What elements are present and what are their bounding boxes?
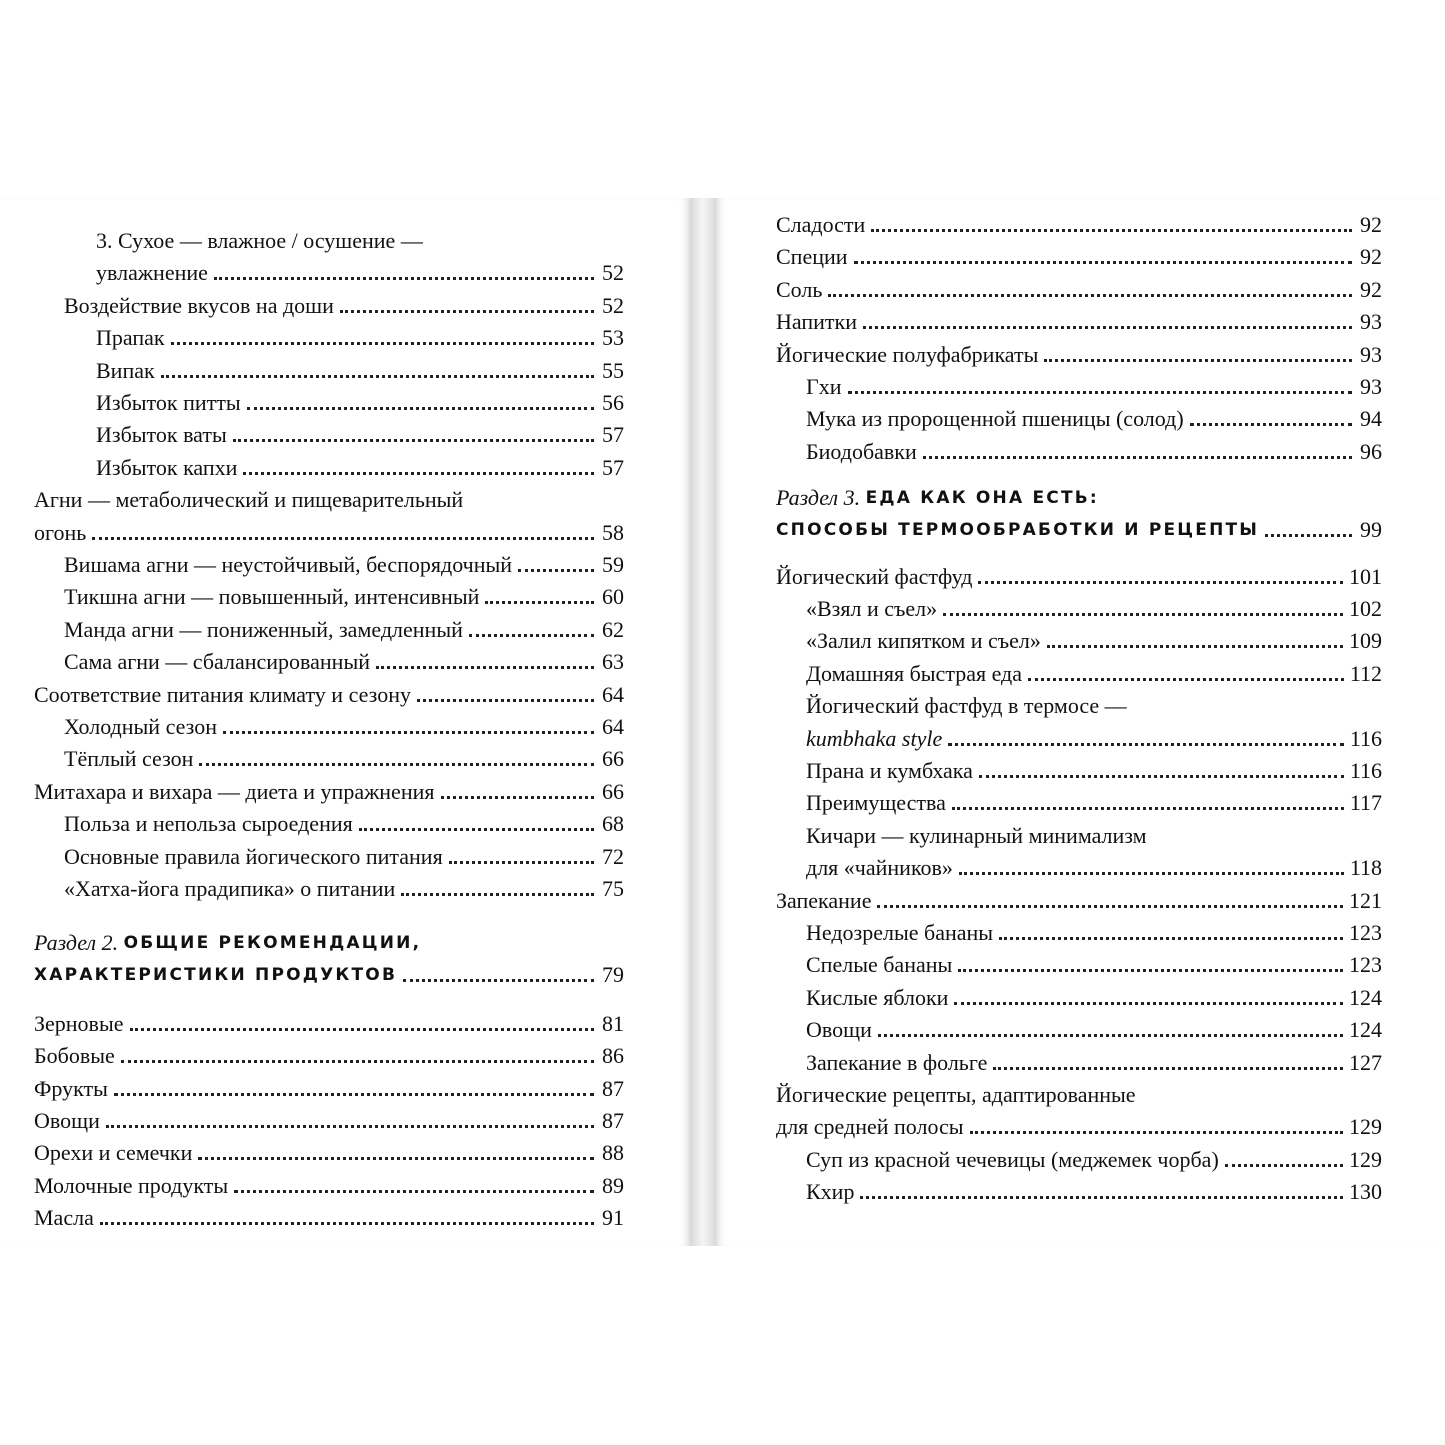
toc-entry-title: Соответствие питания климату и сезону [34,682,411,707]
toc-entry-title: Тёплый сезон [64,746,194,771]
dot-leader [247,407,594,410]
dot-leader [848,391,1353,394]
toc-page-number: 89 [602,1173,624,1198]
dot-leader [469,634,594,637]
toc-page-number: 96 [1360,439,1382,464]
toc-page-number: 92 [1360,244,1382,269]
dot-leader [863,326,1352,329]
toc-page-number: 68 [602,811,624,836]
toc-entry-title: Масла [34,1205,94,1230]
dot-leader [860,1196,1343,1199]
dot-leader [485,601,594,604]
toc-entry-title: 3. Сухое — влажное / осушение — [96,228,423,253]
toc-entry [34,1197,624,1231]
toc-entry-title: «Залил кипятком и съел» [806,628,1041,653]
toc-page-number: 93 [1360,309,1382,334]
toc-entry-title: Польза и непольза сыроедения [64,811,353,836]
dot-leader [1047,645,1343,648]
toc-entry-title: Випак [96,358,155,383]
toc-entry-title: Кичари — кулинарный минимализм [806,823,1147,848]
toc-entry [34,641,624,675]
toc-entry-title: Йогические полуфабрикаты [776,342,1039,367]
toc-entry-title: Холодный сезон [64,714,217,739]
toc-entry-title: Фрукты [34,1076,108,1101]
dot-leader [1225,1164,1343,1167]
toc-entry-title: Кхир [806,1179,855,1204]
toc-page-number: 64 [602,714,624,739]
toc-page-number: 127 [1349,1050,1382,1075]
toc-entry [34,414,624,448]
toc-entry-title: увлажнение [96,260,208,285]
toc-entry [34,609,624,643]
dot-leader [1265,534,1352,537]
toc-entry-title: Биодобавки [806,439,917,464]
toc-entry-title: Сама агни — сбалансированный [64,649,371,674]
toc-page-number: 124 [1349,1017,1382,1042]
toc-page-number: 57 [602,422,624,447]
toc-entry [34,220,624,254]
toc-entry [34,706,624,740]
toc-entry-title: для «чайников» [806,855,953,880]
toc-page-number: 121 [1349,888,1382,913]
toc-page-number: 60 [602,584,624,609]
section-title-line2: СПОСОБЫ ТЕРМООБРАБОТКИ И РЕЦЕПТЫ [776,520,1260,540]
dot-leader [954,1002,1343,1005]
toc-page-number: 123 [1349,920,1382,945]
toc-entry [34,1003,624,1037]
toc-entry-title: «Хатха-йога прадипика» о питании [64,876,396,901]
toc-entry [776,620,1382,654]
toc-entry-title: Тикшна агни — повышенный, интенсивный [64,584,480,609]
section-heading-line2 [776,509,1382,543]
toc-entry-title: Специи [776,244,848,269]
dot-leader [1044,359,1352,362]
toc-entry [776,782,1382,816]
toc-entry [776,301,1382,335]
toc-entry [776,880,1382,914]
left-page [0,198,690,1246]
dot-leader [340,310,594,313]
dot-leader [943,613,1343,616]
toc-page-number: 109 [1349,628,1382,653]
dot-leader [828,294,1352,297]
toc-entry-title: Недозрелые бананы [806,920,994,945]
toc-entry [34,674,624,708]
toc-entry-title: огонь [34,520,87,545]
dot-leader [233,439,594,442]
toc-entry-title: Орехи и семечки [34,1140,193,1165]
toc-page-number: 93 [1360,342,1382,367]
toc-entry [34,803,624,837]
toc-entry [776,685,1382,719]
toc-page-number: 123 [1349,952,1382,977]
toc-entry [776,750,1382,784]
dot-leader [401,893,594,896]
toc-entry [34,479,624,513]
dot-leader [121,1060,594,1063]
toc-entry [776,718,1382,752]
toc-page-number: 62 [602,617,624,642]
dot-leader [161,375,594,378]
toc-page-number: 112 [1349,661,1382,686]
toc-page-number: 129 [1349,1114,1382,1139]
toc-entry-title: Вишама агни — неустойчивый, беспорядочный [64,552,513,577]
toc-page-number: 129 [1349,1147,1382,1172]
toc-entry [34,868,624,902]
toc-entry [776,269,1382,303]
toc-entry [776,1042,1382,1076]
toc-entry-title: Манда агни — пониженный, замедленный [64,617,463,642]
toc-entry [776,1009,1382,1043]
toc-entry [34,252,624,286]
toc-page-number: 92 [1360,277,1382,302]
dot-leader [376,666,594,669]
toc-entry-title: Домашняя быстрая еда [806,661,1023,686]
toc-page-number: 63 [602,649,624,674]
dot-leader [978,581,1343,584]
section-heading [34,922,624,956]
toc-page-number: 116 [1349,758,1382,783]
dot-leader [198,1157,594,1160]
toc-page-number: 124 [1349,985,1382,1010]
toc-entry [776,847,1382,881]
toc-entry [776,1074,1382,1108]
toc-entry-title: kumbhaka style [806,726,943,751]
toc-page-number: 116 [1349,726,1382,751]
toc-entry-title: для средней полосы [776,1114,964,1139]
toc-entry-title: Воздействие вкусов на доши [64,293,334,318]
toc-entry-title: Овощи [806,1017,872,1042]
toc-page-number: 66 [602,779,624,804]
toc-entry-title: Прапак [96,325,165,350]
toc-entry-title: Запекание [776,888,872,913]
dot-leader [199,763,594,766]
toc-entry [776,334,1382,368]
toc-page-number: 53 [602,325,624,350]
toc-entry [776,204,1382,238]
dot-leader [106,1125,594,1128]
dot-leader [999,937,1343,940]
toc-entry [34,512,624,546]
toc-page-number: 55 [602,358,624,383]
toc-entry-title: Суп из красной чечевицы (меджемек чорба) [806,1147,1219,1172]
toc-page-number: 66 [602,746,624,771]
dot-leader [1028,678,1344,681]
section-title-line2: ХАРАКТЕРИСТИКИ ПРОДУКТОВ [34,965,398,985]
dot-leader [993,1067,1343,1070]
book-gutter [690,198,716,1246]
toc-entry [34,285,624,319]
toc-page-number: 57 [602,455,624,480]
toc-entry [776,653,1382,687]
section-label: Раздел 3. [776,485,861,510]
dot-leader [100,1222,594,1225]
toc-page-number: 93 [1360,374,1382,399]
dot-leader [130,1028,595,1031]
toc-page-number: 64 [602,682,624,707]
toc-entry [776,912,1382,946]
dot-leader [417,699,594,702]
toc-entry [776,1106,1382,1140]
dot-leader [923,456,1352,459]
dot-leader [958,969,1343,972]
toc-entry [34,576,624,610]
toc-entry-title: Молочные продукты [34,1173,229,1198]
toc-entry [34,738,624,772]
dot-leader [171,342,594,345]
toc-entry [34,317,624,351]
toc-page-number: 58 [602,520,624,545]
toc-page-number: 87 [602,1076,624,1101]
toc-entry-title: Сладости [776,212,866,237]
toc-entry-title: Преимущества [806,790,946,815]
dot-leader [518,569,594,572]
toc-entry-title: Кислые яблоки [806,985,949,1010]
toc-entry [776,431,1382,465]
dot-leader [403,979,594,982]
toc-page-number: 75 [602,876,624,901]
toc-entry [776,815,1382,849]
dot-leader [243,472,594,475]
toc-entry-title: Йогический фастфуд [776,564,973,589]
toc-page-number: 59 [602,552,624,577]
toc-entry-title: Соль [776,277,823,302]
toc-entry-title: Йогический фастфуд в термосе — [806,693,1127,718]
toc-entry [776,236,1382,270]
toc-page-number: 117 [1349,790,1382,815]
toc-entry-title: Избыток питты [96,390,241,415]
section-page-number: 99 [1360,517,1382,542]
toc-entry-title: Агни — метаболический и пищеварительный [34,487,464,512]
section-page-number: 79 [602,962,624,987]
toc-page-number: 92 [1360,212,1382,237]
dot-leader [114,1093,594,1096]
toc-page-number: 102 [1349,596,1382,621]
toc-page-number: 88 [602,1140,624,1165]
toc-entry [776,944,1382,978]
toc-entry [34,836,624,870]
section-heading [776,477,1382,511]
toc-page-number: 86 [602,1043,624,1068]
right-page [716,198,1445,1246]
toc-page-number: 87 [602,1108,624,1133]
dot-leader [1190,423,1352,426]
toc-entry-title: Мука из пророщенной пшеницы (солод) [806,406,1184,431]
dot-leader [948,743,1344,746]
toc-entry-title: Запекание в фольге [806,1050,988,1075]
toc-entry [776,1171,1382,1205]
toc-entry [34,447,624,481]
dot-leader [359,828,594,831]
section-heading-line2 [34,954,624,988]
toc-entry-title: Зерновые [34,1011,124,1036]
toc-entry [776,588,1382,622]
dot-leader [214,277,594,280]
toc-entry-title: Основные правила йогического питания [64,844,443,869]
dot-leader [234,1190,594,1193]
toc-page-number: 52 [602,260,624,285]
toc-entry-title: «Взял и съел» [806,596,938,621]
dot-leader [854,261,1352,264]
toc-entry [34,544,624,578]
toc-page-number: 91 [602,1205,624,1230]
toc-entry [34,1035,624,1069]
toc-page-number: 101 [1349,564,1382,589]
toc-entry [34,1100,624,1134]
toc-page-number: 118 [1349,855,1382,880]
dot-leader [979,775,1344,778]
toc-page-number: 52 [602,293,624,318]
dot-leader [959,872,1344,875]
toc-entry [34,1132,624,1166]
dot-leader [877,905,1343,908]
toc-entry-title: Йогические рецепты, адаптированные [776,1082,1136,1107]
toc-page-number: 72 [602,844,624,869]
toc-entry-title: Овощи [34,1108,100,1133]
toc-entry [776,1139,1382,1173]
toc-entry [34,1165,624,1199]
toc-page-number: 81 [602,1011,624,1036]
toc-page-number: 56 [602,390,624,415]
dot-leader [92,537,594,540]
section-title-line1: ОБЩИЕ РЕКОМЕНДАЦИИ, [123,933,422,953]
dot-leader [441,796,595,799]
dot-leader [223,731,594,734]
toc-entry-title: Митахара и вихара — диета и упражнения [34,779,435,804]
toc-entry-title: Прана и кумбхака [806,758,973,783]
dot-leader [871,229,1352,232]
toc-entry [776,556,1382,590]
toc-entry-title: Бобовые [34,1043,115,1068]
toc-entry [34,771,624,805]
toc-page-number: 130 [1349,1179,1382,1204]
dot-leader [449,861,594,864]
dot-leader [878,1034,1343,1037]
dot-leader [970,1131,1343,1134]
toc-entry [34,1068,624,1102]
toc-entry-title: Избыток капхи [96,455,238,480]
toc-entry-title: Спелые бананы [806,952,953,977]
toc-entry [776,977,1382,1011]
toc-entry-title: Избыток ваты [96,422,227,447]
toc-entry-title: Гхи [806,374,842,399]
toc-entry [34,350,624,384]
section-label: Раздел 2. [34,930,119,955]
dot-leader [952,807,1344,810]
toc-entry-title: Напитки [776,309,857,334]
toc-entry [776,398,1382,432]
toc-page-number: 94 [1360,406,1382,431]
toc-entry [34,382,624,416]
toc-entry [776,366,1382,400]
section-title-line1: ЕДА КАК ОНА ЕСТЬ: [865,488,1099,508]
